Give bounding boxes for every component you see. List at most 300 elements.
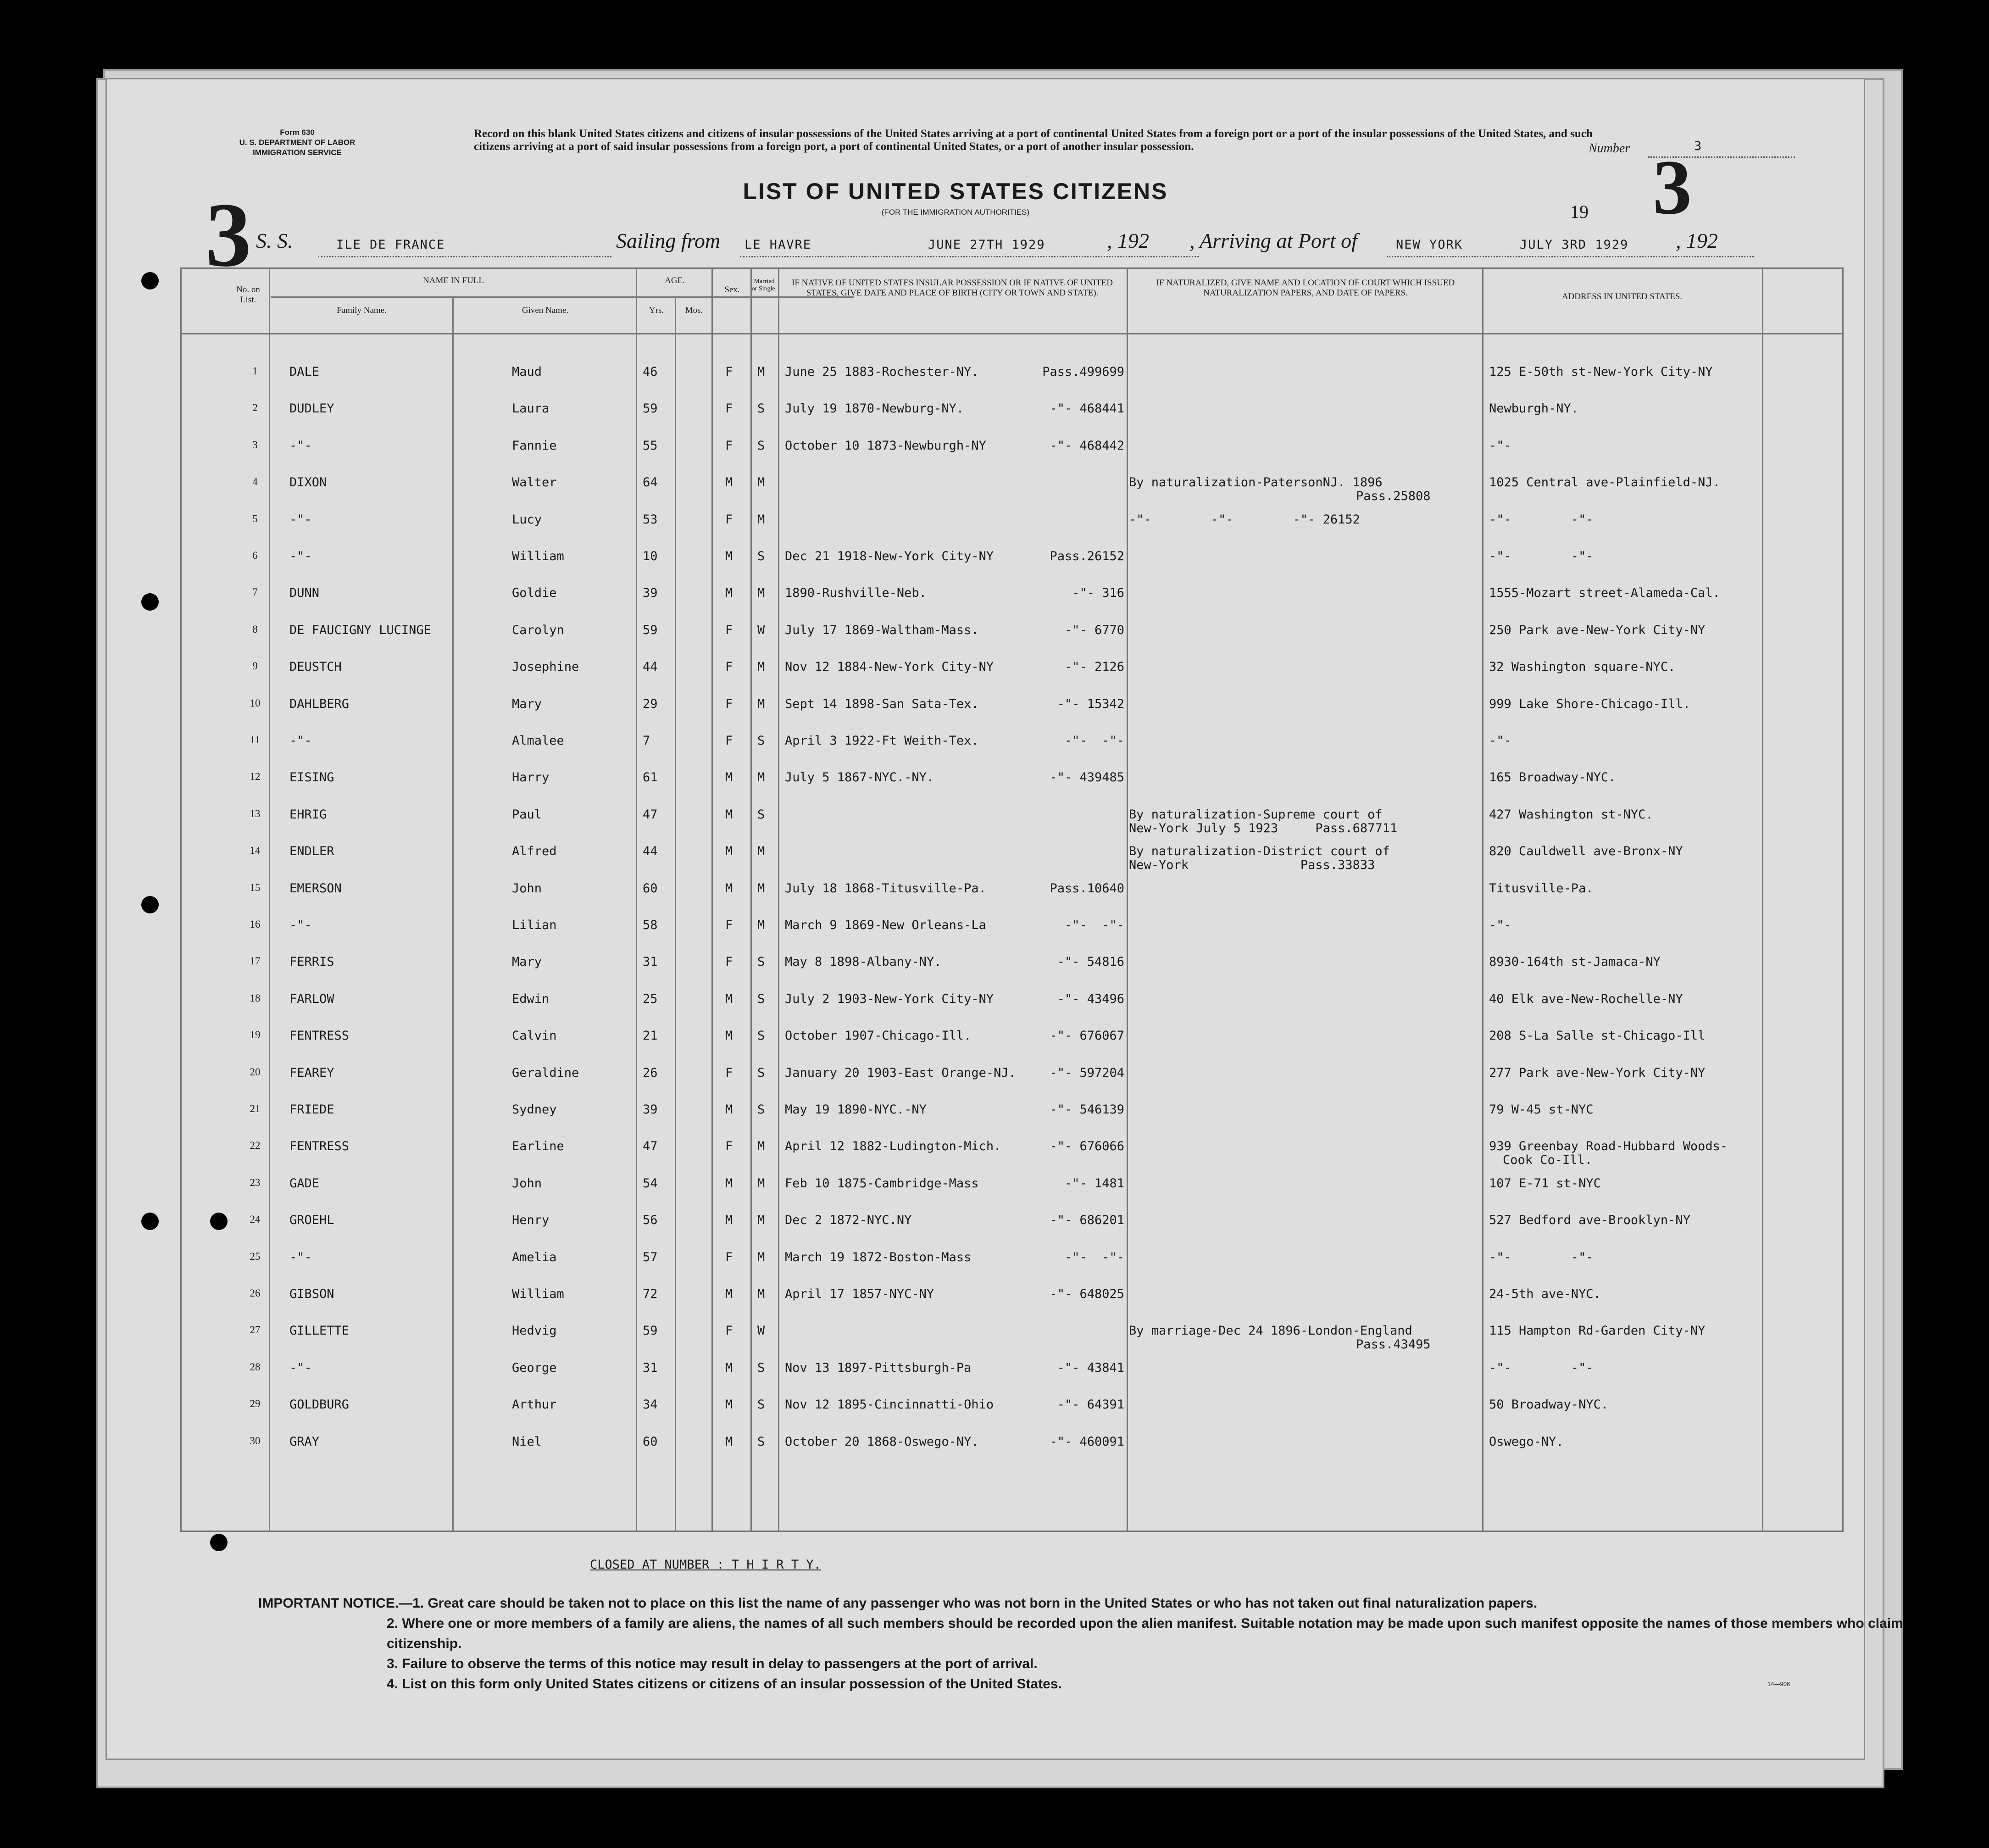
sex: M <box>725 991 733 1006</box>
marital-status: S <box>757 1029 765 1043</box>
marital-status: S <box>757 438 765 453</box>
passport-number: Pass.10640 <box>1050 881 1124 896</box>
given-name: Almalee <box>512 734 564 748</box>
naturalization-line-1: By marriage-Dec 24 1896-London-England <box>1129 1324 1412 1338</box>
given-name: John <box>512 1176 542 1191</box>
age-years: 53 <box>643 512 658 527</box>
sex: F <box>725 1324 733 1338</box>
row-number: 1 <box>252 365 258 377</box>
given-name: Calvin <box>512 1029 557 1043</box>
us-address: 50 Broadway-NYC. <box>1489 1397 1609 1412</box>
passport-number: -"- 2126 <box>1064 660 1124 674</box>
age-years: 60 <box>643 881 658 896</box>
passport-number: -"- 6770 <box>1064 623 1124 637</box>
marital-status: M <box>757 918 765 932</box>
age-years: 72 <box>643 1287 658 1301</box>
row-number: 30 <box>250 1435 261 1447</box>
marital-status: M <box>757 1139 765 1154</box>
row-number: 5 <box>252 512 258 524</box>
sailing-label: Sailing from <box>616 229 721 252</box>
us-address: 939 Greenbay Road-Hubbard Woods- <box>1489 1139 1728 1154</box>
col-rule <box>1127 269 1128 1531</box>
family-name: -"- <box>289 734 312 748</box>
sex: M <box>725 1213 733 1228</box>
marital-status: W <box>757 1324 765 1338</box>
age-years: 25 <box>643 991 658 1006</box>
passport-number: Pass.26152 <box>1050 549 1124 563</box>
marital-status: M <box>757 1287 765 1301</box>
passport-number: -"- -"- <box>1064 1250 1124 1264</box>
number-value: 3 <box>1694 139 1703 153</box>
age-years: 26 <box>643 1065 658 1080</box>
birth-date-place: March 19 1872-Boston-Mass <box>785 1250 972 1264</box>
us-address: Titusville-Pa. <box>1489 881 1594 896</box>
birth-date-place: July 5 1867-NYC.-NY. <box>785 770 934 785</box>
row-number: 25 <box>250 1250 261 1262</box>
marital-status: S <box>757 1065 765 1080</box>
given-name: Henry <box>512 1213 550 1228</box>
age-years: 60 <box>643 1434 658 1449</box>
naturalization-line-1: -"- -"- -"- 26152 <box>1129 512 1360 527</box>
row-number: 18 <box>250 992 261 1004</box>
us-address: 427 Washington st-NYC. <box>1489 807 1653 822</box>
family-name: -"- <box>289 512 312 527</box>
passport-number: -"- 686201 <box>1050 1213 1124 1228</box>
arrive-date: JULY 3RD 1929 <box>1520 238 1629 252</box>
family-name: FEAREY <box>289 1065 334 1080</box>
us-address: -"- -"- <box>1489 512 1594 527</box>
given-name: Goldie <box>512 586 557 601</box>
us-address: 125 E-50th st-New-York City-NY <box>1489 365 1713 379</box>
passport-number: -"- 1481 <box>1064 1176 1124 1191</box>
naturalization-line-2: New-York July 5 1923 Pass.687711 <box>1129 821 1398 835</box>
row-number: 6 <box>252 550 258 561</box>
age-years: 34 <box>643 1397 658 1412</box>
given-name: Laura <box>512 401 550 416</box>
row-number: 22 <box>250 1140 261 1152</box>
marital-status: M <box>757 881 765 896</box>
given-name: Alfred <box>512 844 557 859</box>
sex: M <box>725 1397 733 1412</box>
service-name: IMMIGRATION SERVICE <box>253 148 342 157</box>
footer-code: 14—906 <box>1767 1681 1790 1687</box>
col-rule <box>452 296 454 1531</box>
sex: M <box>725 549 733 563</box>
family-name: DE FAUCIGNY LUCINGE <box>289 623 431 637</box>
header-given-name: Given Name. <box>522 306 569 315</box>
given-name: Lilian <box>512 918 557 932</box>
us-address: 250 Park ave-New-York City-NY <box>1489 623 1706 637</box>
passport-number: -"- 460091 <box>1050 1434 1124 1449</box>
family-name: EMERSON <box>289 881 342 896</box>
passport-number: -"- -"- <box>1064 734 1124 748</box>
row-number: 14 <box>250 845 261 857</box>
given-name: Sydney <box>512 1102 557 1117</box>
year-suffix-2: , 192 <box>1676 229 1718 252</box>
sex: F <box>725 1065 733 1080</box>
marital-status: M <box>757 1176 765 1191</box>
arriving-line <box>1387 256 1754 257</box>
marital-status: S <box>757 955 765 969</box>
given-name: Maud <box>512 365 542 379</box>
passport-number: -"- 676066 <box>1050 1139 1124 1154</box>
sex: M <box>725 770 733 785</box>
ss-label: S. S. <box>256 229 293 252</box>
given-name: John <box>512 881 542 896</box>
sex: F <box>725 365 733 379</box>
given-name: Paul <box>512 807 542 822</box>
family-name: DALE <box>289 365 320 379</box>
passport-number: -"- 64391 <box>1057 1397 1124 1412</box>
age-years: 47 <box>643 1139 658 1154</box>
header-family-name: Family Name. <box>337 306 387 315</box>
age-years: 21 <box>643 1029 658 1043</box>
form-title: LIST OF UNITED STATES CITIZENS <box>743 178 1168 204</box>
given-name: Hedvig <box>512 1324 557 1338</box>
age-years: 29 <box>643 696 658 711</box>
row-number: 13 <box>250 807 261 819</box>
sex: F <box>725 734 733 748</box>
sex: F <box>725 955 733 969</box>
birth-date-place: October 10 1873-Newburgh-NY <box>785 438 986 453</box>
marital-status: S <box>757 1102 765 1117</box>
us-address: Newburgh-NY. <box>1489 401 1579 416</box>
family-name: DUNN <box>289 586 320 601</box>
us-address: 165 Broadway-NYC. <box>1489 770 1616 785</box>
sex: F <box>725 1139 733 1154</box>
header-birth: IF NATIVE OF UNITED STATES INSULAR POSSESSION OR IF NATIVE OF UNITED STATES, GIVE DATE AND PLACE OF BIRTH (CITY OR TOWN AND STATE). <box>792 278 1113 298</box>
sex: M <box>725 1102 733 1117</box>
family-name: DAHLBERG <box>289 696 350 711</box>
age-years: 31 <box>643 1360 658 1375</box>
birth-date-place: Feb 10 1875-Cambridge-Mass <box>785 1176 979 1191</box>
birth-date-place: 1890-Rushville-Neb. <box>785 586 927 601</box>
age-years: 59 <box>643 401 658 416</box>
given-name: Mary <box>512 696 542 711</box>
marital-status: S <box>757 401 765 416</box>
row-number: 27 <box>250 1324 261 1336</box>
row-number: 4 <box>252 476 258 488</box>
passenger-table <box>180 267 1844 1572</box>
sailing-line <box>740 256 1199 257</box>
us-address: 32 Washington square-NYC. <box>1489 660 1676 674</box>
us-address: 277 Park ave-New-York City-NY <box>1489 1065 1706 1080</box>
family-name: -"- <box>289 1360 312 1375</box>
given-name: Amelia <box>512 1250 557 1264</box>
header-no: No. on List. <box>236 285 260 305</box>
passport-number: -"- 439485 <box>1050 770 1124 785</box>
passport-number: -"- 15342 <box>1057 696 1124 711</box>
naturalization-line-1: By naturalization-District court of <box>1129 844 1390 859</box>
us-address: 527 Bedford ave-Brooklyn-NY <box>1489 1213 1690 1228</box>
marital-status: W <box>757 623 765 637</box>
us-address: 208 S-La Salle st-Chicago-Ill <box>1489 1029 1706 1043</box>
us-address: -"- -"- <box>1489 549 1594 563</box>
sex: M <box>725 1434 733 1449</box>
marital-status: M <box>757 586 765 601</box>
age-years: 10 <box>643 549 658 563</box>
us-address: -"- -"- <box>1489 1250 1594 1264</box>
given-name: Geraldine <box>512 1065 579 1080</box>
marital-status: M <box>757 512 765 527</box>
us-address: -"- <box>1489 438 1511 453</box>
given-name: William <box>512 1287 564 1301</box>
given-name: Walter <box>512 475 557 490</box>
sex: M <box>725 1176 733 1191</box>
year-prefix: 19 <box>1570 201 1589 222</box>
us-address: 999 Lake Shore-Chicago-Ill. <box>1489 696 1690 711</box>
ship-line <box>318 256 611 257</box>
family-name: -"- <box>289 918 312 932</box>
sex: F <box>725 401 733 416</box>
col-rule <box>711 269 713 1531</box>
passport-number: -"- 676067 <box>1050 1029 1124 1043</box>
sex: M <box>725 807 733 822</box>
passport-number: -"- 597204 <box>1050 1065 1124 1080</box>
birth-date-place: Dec 2 1872-NYC.NY <box>785 1213 912 1228</box>
form-id-block <box>210 128 384 158</box>
passport-number: -"- 43496 <box>1057 991 1124 1006</box>
marital-status: M <box>757 770 765 785</box>
age-years: 39 <box>643 1102 658 1117</box>
closing-line: CLOSED AT NUMBER : T H I R T Y. <box>590 1558 821 1572</box>
given-name: William <box>512 549 564 563</box>
birth-date-place: Nov 12 1895-Cincinnatti-Ohio <box>785 1397 994 1412</box>
us-address: 40 Elk ave-New-Rochelle-NY <box>1489 991 1683 1006</box>
birth-date-place: April 17 1857-NYC-NY <box>785 1287 934 1301</box>
row-number: 17 <box>250 955 261 967</box>
notice-item-1: —1. Great care should be taken not to place on this list the name of any passenger who was not born in the United States or who has not taken out final naturalization papers. <box>399 1596 1538 1611</box>
birth-date-place: May 8 1898-Albany-NY. <box>785 955 942 969</box>
binder-hole <box>210 1534 228 1551</box>
birth-date-place: April 3 1922-Ft Weith-Tex. <box>785 734 979 748</box>
given-name: George <box>512 1360 557 1375</box>
birth-date-place: Nov 13 1897-Pittsburgh-Pa <box>785 1360 972 1375</box>
family-name: GIBSON <box>289 1287 334 1301</box>
naturalization-line-1: By naturalization-PatersonNJ. 1896 <box>1129 475 1383 490</box>
sex: M <box>725 1029 733 1043</box>
stamp-number-right: 3 <box>1653 144 1692 230</box>
col-rule <box>636 269 637 1531</box>
family-name: EHRIG <box>289 807 327 822</box>
year-suffix-1: , 192 <box>1107 229 1149 252</box>
col-rule <box>778 269 779 1531</box>
family-name: -"- <box>289 1250 312 1264</box>
sex: M <box>725 881 733 896</box>
us-address: -"- -"- <box>1489 1360 1594 1375</box>
family-name: FENTRESS <box>289 1029 350 1043</box>
family-name: FENTRESS <box>289 1139 350 1154</box>
manifest-sheet <box>106 78 1903 1760</box>
marital-status: S <box>757 1360 765 1375</box>
port-to: NEW YORK <box>1396 238 1463 252</box>
sex: F <box>725 623 733 637</box>
age-years: 44 <box>643 660 658 674</box>
family-name: GROEHL <box>289 1213 334 1228</box>
number-label: Number <box>1589 141 1630 156</box>
binder-hole <box>141 896 159 913</box>
passport-number: Pass.499699 <box>1042 365 1124 379</box>
age-years: 44 <box>643 844 658 859</box>
row-number: 10 <box>250 697 261 709</box>
marital-status: S <box>757 1397 765 1412</box>
passport-number: -"- 648025 <box>1050 1287 1124 1301</box>
form-instructions: Record on this blank United States citizens and citizens of insular possessions of the United States arriving at a port of continental United States from a foreign port or a port of the insular possessions of the United States, and such citizens arriving at a port of said insular possessions from a foreign port, a port of continental United States, or a port of another insular possession. <box>474 128 1593 153</box>
family-name: GOLDBURG <box>289 1397 350 1412</box>
row-number: 11 <box>250 734 261 746</box>
header-naturalized: IF NATURALIZED, GIVE NAME AND LOCATION OF COURT WHICH ISSUED NATURALIZATION PAPERS, AND DATE OF PAPERS. <box>1156 278 1455 298</box>
notice-item-4: 4. List on this form only United States citizens or citizens of an insular possession of the United States. <box>387 1676 1062 1692</box>
us-address: 107 E-71 st-NYC <box>1489 1176 1601 1191</box>
marital-status: S <box>757 1434 765 1449</box>
sex: F <box>725 660 733 674</box>
age-years: 61 <box>643 770 658 785</box>
row-number: 8 <box>252 623 258 635</box>
marital-status: S <box>757 807 765 822</box>
header-sex: Sex. <box>724 285 740 295</box>
header-name-in-full: NAME IN FULL <box>423 276 484 285</box>
notice-item-2: 2. Where one or more members of a family are aliens, the names of all such members should be recorded upon the alien manifest. Suitable notation may be made upon such manifest opposite the names of those members who claim citizenship. <box>387 1616 1903 1651</box>
passport-number: -"- -"- <box>1064 918 1124 932</box>
age-years: 55 <box>643 438 658 453</box>
passport-number: -"- 468441 <box>1050 401 1124 416</box>
family-name: GILLETTE <box>289 1324 350 1338</box>
marital-status: M <box>757 660 765 674</box>
family-name: DUDLEY <box>289 401 334 416</box>
col-rule <box>675 296 676 1531</box>
col-rule <box>269 269 270 1531</box>
age-years: 64 <box>643 475 658 490</box>
row-number: 20 <box>250 1066 261 1078</box>
birth-date-place: July 17 1869-Waltham-Mass. <box>785 623 979 637</box>
marital-status: S <box>757 991 765 1006</box>
given-name: Edwin <box>512 991 550 1006</box>
age-years: 47 <box>643 807 658 822</box>
family-name: GRAY <box>289 1434 320 1449</box>
birth-date-place: April 12 1882-Ludington-Mich. <box>785 1139 1001 1154</box>
header-married-single: Married or Single. <box>751 278 777 292</box>
sex: M <box>725 844 733 859</box>
birth-date-place: October 1907-Chicago-Ill. <box>785 1029 972 1043</box>
family-name: GADE <box>289 1176 320 1191</box>
us-address: 820 Cauldwell ave-Bronx-NY <box>1489 844 1683 859</box>
notice-label: IMPORTANT NOTICE. <box>258 1596 399 1611</box>
age-years: 56 <box>643 1213 658 1228</box>
notice-item-3: 3. Failure to observe the terms of this notice may result in delay to passengers at the port of arrival. <box>387 1656 1038 1671</box>
passport-number: -"- 54816 <box>1057 955 1124 969</box>
us-address: 115 Hampton Rd-Garden City-NY <box>1489 1324 1706 1338</box>
sex: M <box>725 586 733 601</box>
sex: M <box>725 1287 733 1301</box>
row-number: 28 <box>250 1361 261 1373</box>
binder-hole <box>141 272 159 289</box>
marital-status: M <box>757 1213 765 1228</box>
ship-name: ILE DE FRANCE <box>336 238 445 252</box>
naturalization-line-1: By naturalization-Supreme court of <box>1129 807 1383 822</box>
binder-hole <box>141 1213 159 1230</box>
col-rule <box>1482 269 1483 1531</box>
important-notice <box>258 1593 1910 1694</box>
us-address: -"- <box>1489 918 1511 932</box>
row-number: 7 <box>252 586 258 598</box>
row-number: 26 <box>250 1287 261 1299</box>
form-subtitle: (FOR THE IMMIGRATION AUTHORITIES) <box>881 208 1030 217</box>
row-number: 15 <box>250 881 261 893</box>
given-name: Niel <box>512 1434 542 1449</box>
col-rule <box>750 269 752 1531</box>
age-years: 31 <box>643 955 658 969</box>
family-name: EISING <box>289 770 334 785</box>
sail-date: JUNE 27TH 1929 <box>928 238 1045 252</box>
sex: F <box>725 438 733 453</box>
birth-date-place: Dec 21 1918-New-York City-NY <box>785 549 994 563</box>
sex: F <box>725 696 733 711</box>
given-name: Earline <box>512 1139 564 1154</box>
family-name: DIXON <box>289 475 327 490</box>
form-number: Form 630 <box>280 128 315 137</box>
naturalization-line-2: New-York Pass.33833 <box>1129 858 1375 873</box>
passport-number: -"- 468442 <box>1050 438 1124 453</box>
us-address: 79 W-45 st-NYC <box>1489 1102 1594 1117</box>
subheader-rule <box>271 296 854 298</box>
given-name: Mary <box>512 955 542 969</box>
birth-date-place: July 19 1870-Newburg-NY. <box>785 401 964 416</box>
age-years: 54 <box>643 1176 658 1191</box>
age-years: 58 <box>643 918 658 932</box>
given-name: Harry <box>512 770 550 785</box>
header-yrs: Yrs. <box>649 306 664 315</box>
sex: M <box>725 475 733 490</box>
family-name: ENDLER <box>289 844 334 859</box>
given-name: Carolyn <box>512 623 564 637</box>
marital-status: M <box>757 365 765 379</box>
birth-date-place: Sept 14 1898-San Sata-Tex. <box>785 696 979 711</box>
family-name: FARLOW <box>289 991 334 1006</box>
birth-date-place: January 20 1903-East Orange-NJ. <box>785 1065 1016 1080</box>
birth-date-place: June 25 1883-Rochester-NY. <box>785 365 979 379</box>
age-years: 59 <box>643 623 658 637</box>
row-number: 16 <box>250 918 261 930</box>
us-address: 1555-Mozart street-Alameda-Cal. <box>1489 586 1720 601</box>
given-name: Lucy <box>512 512 542 527</box>
age-years: 57 <box>643 1250 658 1264</box>
header-bottom-rule <box>182 333 1842 334</box>
row-number: 2 <box>252 402 258 414</box>
row-number: 24 <box>250 1213 261 1225</box>
department-name: U. S. DEPARTMENT OF LABOR <box>239 138 356 147</box>
binder-hole <box>141 593 159 611</box>
marital-status: S <box>757 734 765 748</box>
birth-date-place: March 9 1869-New Orleans-La <box>785 918 986 932</box>
row-number: 12 <box>250 771 261 783</box>
us-address: 24-5th ave-NYC. <box>1489 1287 1601 1301</box>
naturalization-line-2: Pass.25808 <box>1356 489 1431 504</box>
row-number: 19 <box>250 1029 261 1041</box>
us-address-line-2: Cook Co-Ill. <box>1503 1153 1593 1168</box>
family-name: DEUSTCH <box>289 660 342 674</box>
arriving-label: , Arriving at Port of <box>1189 229 1357 252</box>
birth-date-place: Nov 12 1884-New-York City-NY <box>785 660 994 674</box>
marital-status: M <box>757 844 765 859</box>
marital-status: M <box>757 1250 765 1264</box>
sex: F <box>725 512 733 527</box>
family-name: FRIEDE <box>289 1102 334 1117</box>
sex: F <box>725 1250 733 1264</box>
row-number: 9 <box>252 660 258 672</box>
age-years: 39 <box>643 586 658 601</box>
passport-number: -"- 43841 <box>1057 1360 1124 1375</box>
header-age: AGE. <box>665 276 685 285</box>
